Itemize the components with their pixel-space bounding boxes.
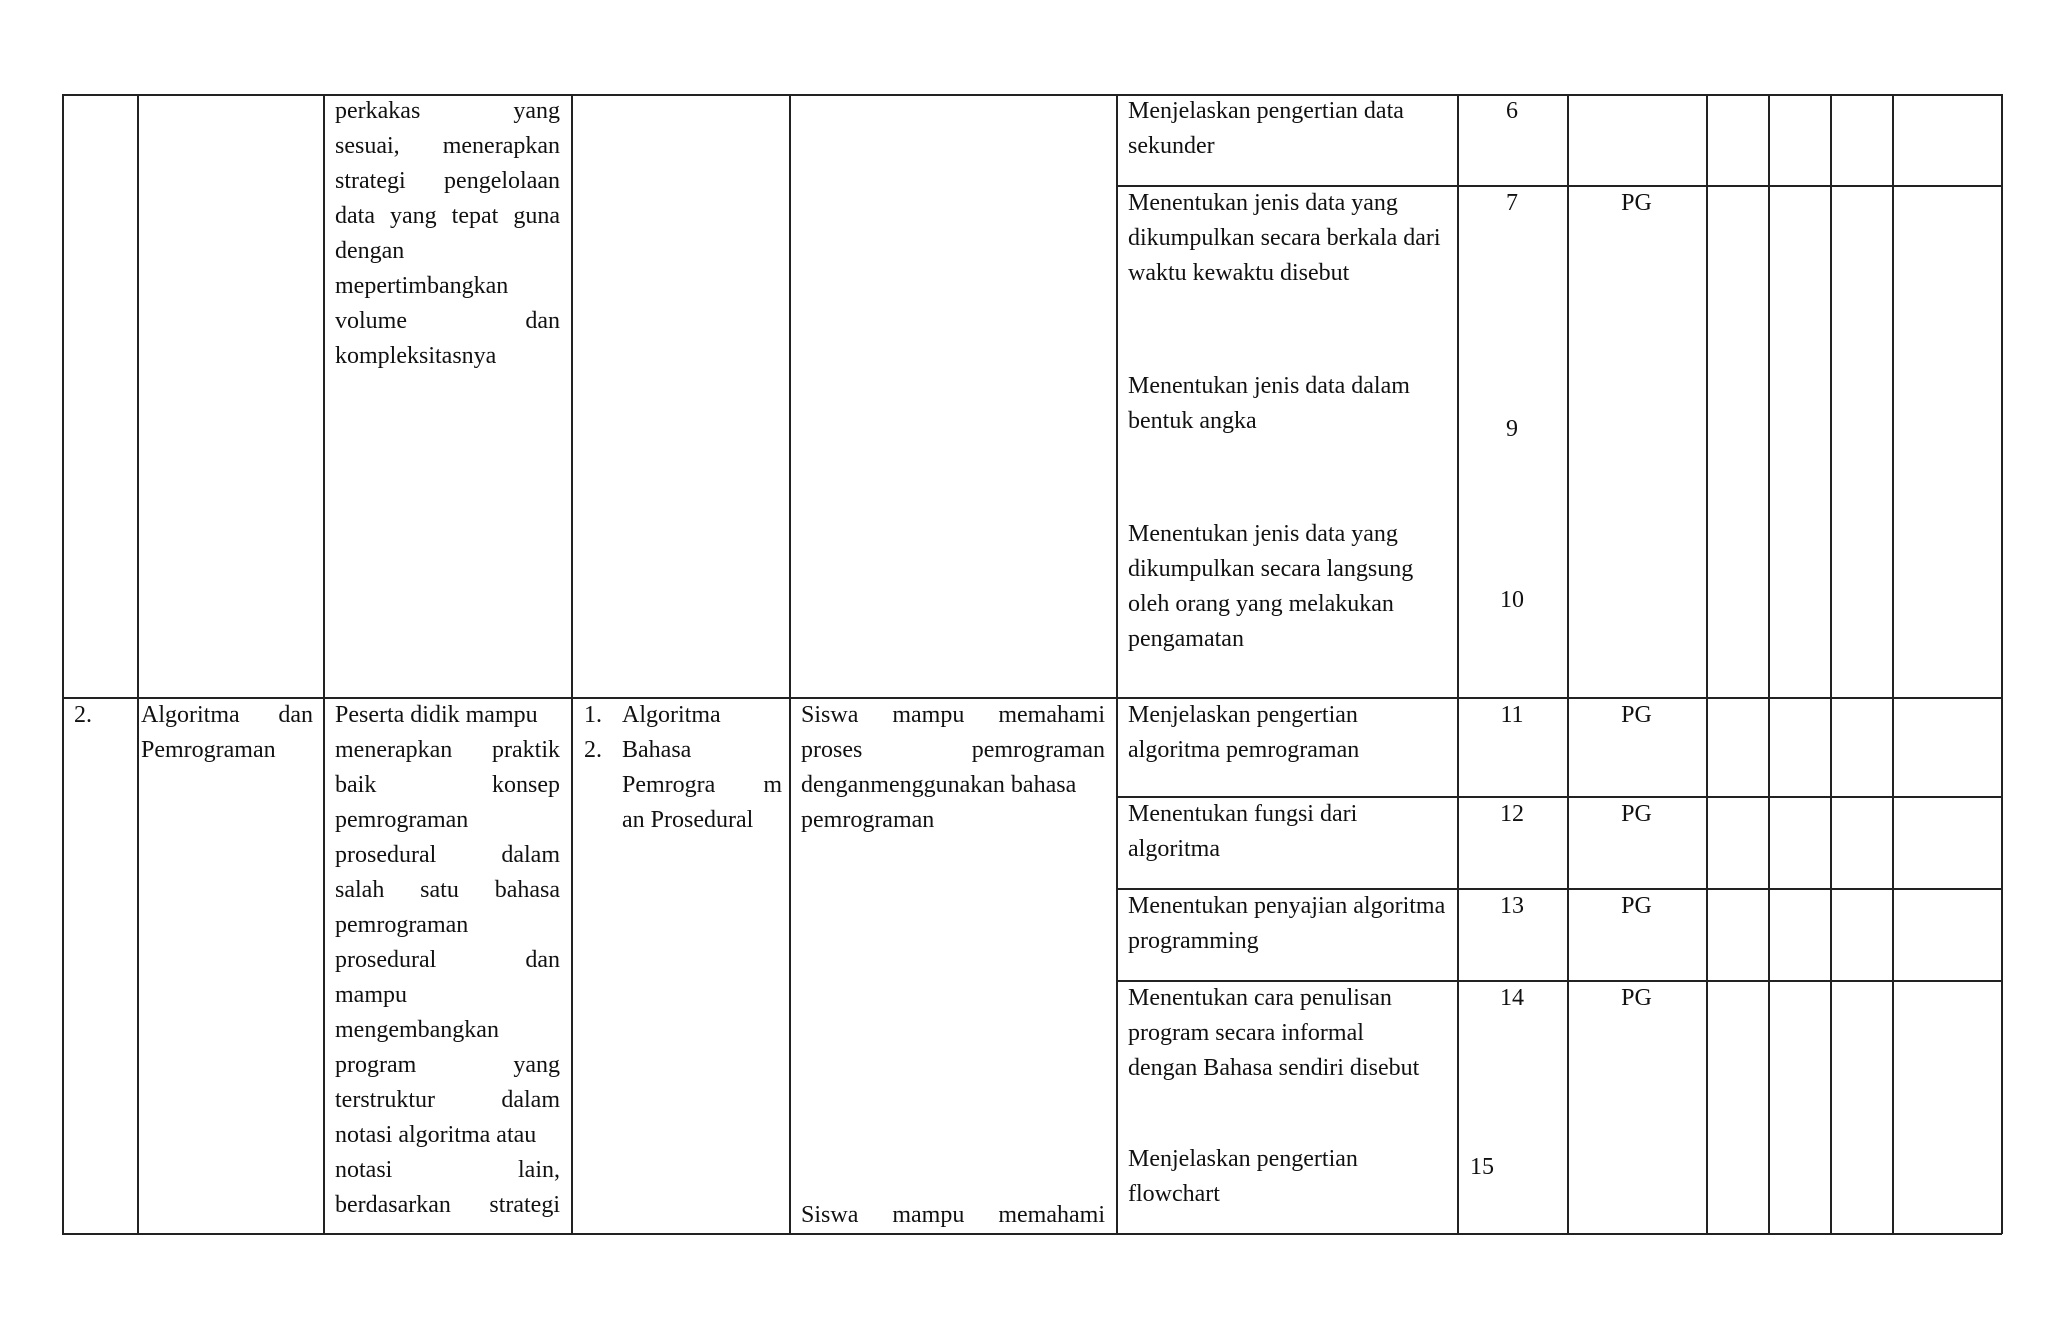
nomor-soal-cell: 14 [1500,985,1524,1011]
tujuan-pembelajaran-cell: Siswa mampu memahami [801,1202,1105,1228]
column-divider [323,94,325,1234]
indikator-cell: Menentukan jenis data yang dikumpulkan secara berkala dari waktu kewaktu disebut [1128,190,1441,286]
row-number-cell: 2. [74,702,92,728]
capaian-pembelajaran-cell: Peserta didik mampu menerapkan praktik baik konsep pemrograman prosedural dalam salah satu bahasa pemrograman prosedural dan mampu mengembangkan program yang terstruktur dalam notasi algoritma atau notasi lain, berdasarkan strategi [335,702,560,1218]
bentuk-soal-cell: PG [1621,801,1652,827]
nomor-soal-cell: 6 [1506,98,1518,124]
bentuk-soal-cell: PG [1621,702,1652,728]
column-divider [1706,94,1708,1234]
materi-item: 1. Algoritma [584,702,721,728]
column-divider [1116,94,1118,1234]
column-divider [1457,94,1459,1234]
bentuk-soal-cell: PG [1621,893,1652,919]
capaian-pembelajaran-cell: perkakas yang sesuai, menerapkan strategi pengelolaan data yang tepat guna dengan mepertimbangkan volume dan kompleksitasnya [335,98,560,369]
column-divider [789,94,791,1234]
materi-item: 2. Bahasa Pemrogra m an Prosedural [584,737,782,833]
table-border [62,1233,2002,1235]
nomor-soal-cell: 13 [1500,893,1524,919]
tujuan-pembelajaran-cell: Siswa mampu memahami proses pemrograman denganmenggunakan bahasa pemrograman [801,702,1105,833]
bentuk-soal-cell: PG [1621,190,1652,216]
nomor-soal-cell: 10 [1500,587,1524,613]
indikator-cell: Menentukan jenis data dalam bentuk angka [1128,373,1410,434]
column-divider [1892,94,1894,1234]
elemen-cell: Algoritma dan Pemrograman [141,702,313,763]
nomor-soal-cell: 7 [1506,190,1518,216]
column-divider [1830,94,1832,1234]
nomor-soal-cell: 12 [1500,801,1524,827]
indikator-cell: Menjelaskan pengertian flowchart [1128,1146,1358,1207]
table-border [62,94,64,1234]
indikator-cell: Menjelaskan pengertian algoritma pemrograman [1128,702,1360,763]
indikator-cell: Menentukan cara penulisan program secara informal dengan Bahasa sendiri disebut [1128,985,1420,1081]
column-divider [1768,94,1770,1234]
column-divider [137,94,139,1234]
indikator-cell: Menentukan jenis data yang dikumpulkan secara langsung oleh orang yang melakukan pengamatan [1128,521,1414,652]
indikator-cell: Menentukan fungsi dari algoritma [1128,801,1358,862]
column-divider [1567,94,1569,1234]
nomor-soal-cell: 9 [1506,416,1518,442]
column-divider [571,94,573,1234]
table-border [2001,94,2003,1234]
bentuk-soal-cell: PG [1621,985,1652,1011]
indikator-cell: Menjelaskan pengertian data sekunder [1128,98,1404,159]
nomor-soal-cell: 11 [1500,702,1524,728]
materi-cell [584,698,782,838]
indikator-cell: Menentukan penyajian algoritma programming [1128,893,1446,954]
nomor-soal-cell: 15 [1470,1154,1494,1180]
